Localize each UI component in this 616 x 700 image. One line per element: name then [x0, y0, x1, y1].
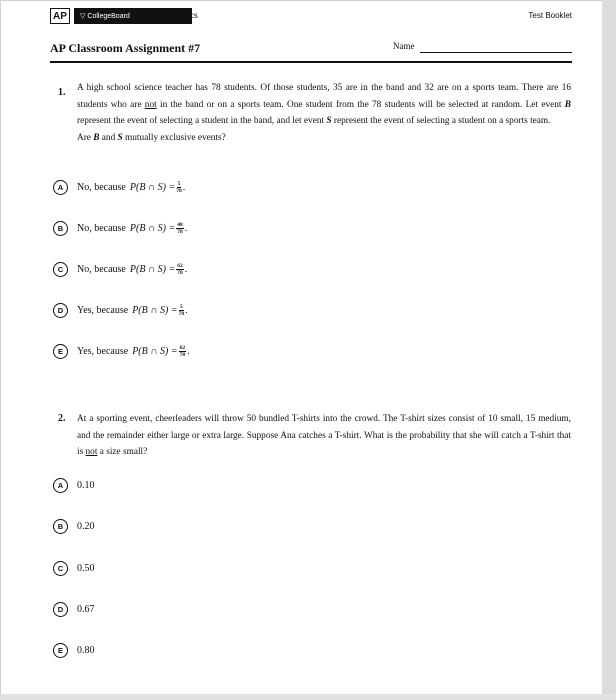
answer-bubble[interactable]: E — [53, 344, 68, 359]
question-2-number: 2. — [58, 413, 66, 424]
header-divider — [50, 61, 572, 63]
collegeboard-logo: ▽ CollegeBoard — [74, 8, 192, 24]
question-1-number: 1. — [58, 87, 66, 98]
fraction: $\frac{62}{78}$ — [177, 263, 183, 276]
q1-option-a[interactable]: A No, because P(B ∩ S) = $\frac{5}{78}$ . — [53, 180, 185, 195]
answer-bubble[interactable]: D — [53, 602, 68, 617]
q2-option-b[interactable]: B 0.20 — [53, 519, 95, 534]
answer-bubble[interactable]: A — [53, 180, 68, 195]
name-field-line — [420, 52, 572, 53]
page-bottom-shadow — [0, 694, 616, 700]
q1-option-d[interactable]: D Yes, because P(B ∩ S) = $\frac{5}{78}$ . — [53, 303, 188, 318]
answer-bubble[interactable]: D — [53, 303, 68, 318]
q2-option-c[interactable]: C 0.50 — [53, 561, 95, 576]
ap-logo: AP — [50, 8, 70, 24]
question-1-text: A high school science teacher has 78 students. Of those students, 35 are in the band and 32 are on a sports team. There are 16 students who are not in the band or on a sports team. One student from the 78 students will be selected at random. Let event B represent the event of selecting a student in the band, and let event S represent the event of selecting a student on a sports team. Are B and S mutually exclusive events? — [77, 83, 571, 143]
subject-label: AP Statistics — [153, 11, 198, 20]
fraction: $\frac{5}{78}$ — [178, 304, 185, 317]
question-2-text: At a sporting event, cheerleaders will throw 50 bundled T-shirts into the crowd. The T-shirt sizes consist of 10 small, 15 medium, and the remainder either large or extra large. Suppose Ana catches a T-shirt. What is the probability that she will catch a T-shirt that is not a size small? — [77, 414, 571, 457]
assignment-title: AP Classroom Assignment #7 — [50, 41, 201, 55]
q2-option-a[interactable]: A 0.10 — [53, 478, 95, 493]
name-label: Name — [393, 41, 415, 51]
q2-option-e[interactable]: E 0.80 — [53, 643, 95, 658]
q1-option-e[interactable]: E Yes, because P(B ∩ S) = $\frac{62}{78}$ . — [53, 344, 190, 359]
answer-bubble[interactable]: A — [53, 478, 68, 493]
answer-bubble[interactable]: B — [53, 221, 68, 236]
answer-bubble[interactable]: C — [53, 262, 68, 277]
page-edge-shadow — [602, 0, 616, 700]
answer-bubble[interactable]: C — [53, 561, 68, 576]
q2-option-d[interactable]: D 0.67 — [53, 602, 95, 617]
fraction: $\frac{62}{78}$ — [179, 345, 186, 358]
fraction: $\frac{48}{78}$ — [177, 222, 183, 235]
answer-bubble[interactable]: E — [53, 643, 68, 658]
q1-option-c[interactable]: C No, because P(B ∩ S) = $\frac{62}{78}$ . — [53, 262, 187, 277]
booklet-label: Test Booklet — [528, 11, 572, 20]
fraction: $\frac{5}{78}$ — [176, 181, 182, 194]
document-header — [50, 8, 572, 26]
q1-option-b[interactable]: B No, because P(B ∩ S) = $\frac{48}{78}$ . — [53, 221, 187, 236]
answer-bubble[interactable]: B — [53, 519, 68, 534]
collegeboard-mark-icon: ▽ — [80, 13, 86, 20]
